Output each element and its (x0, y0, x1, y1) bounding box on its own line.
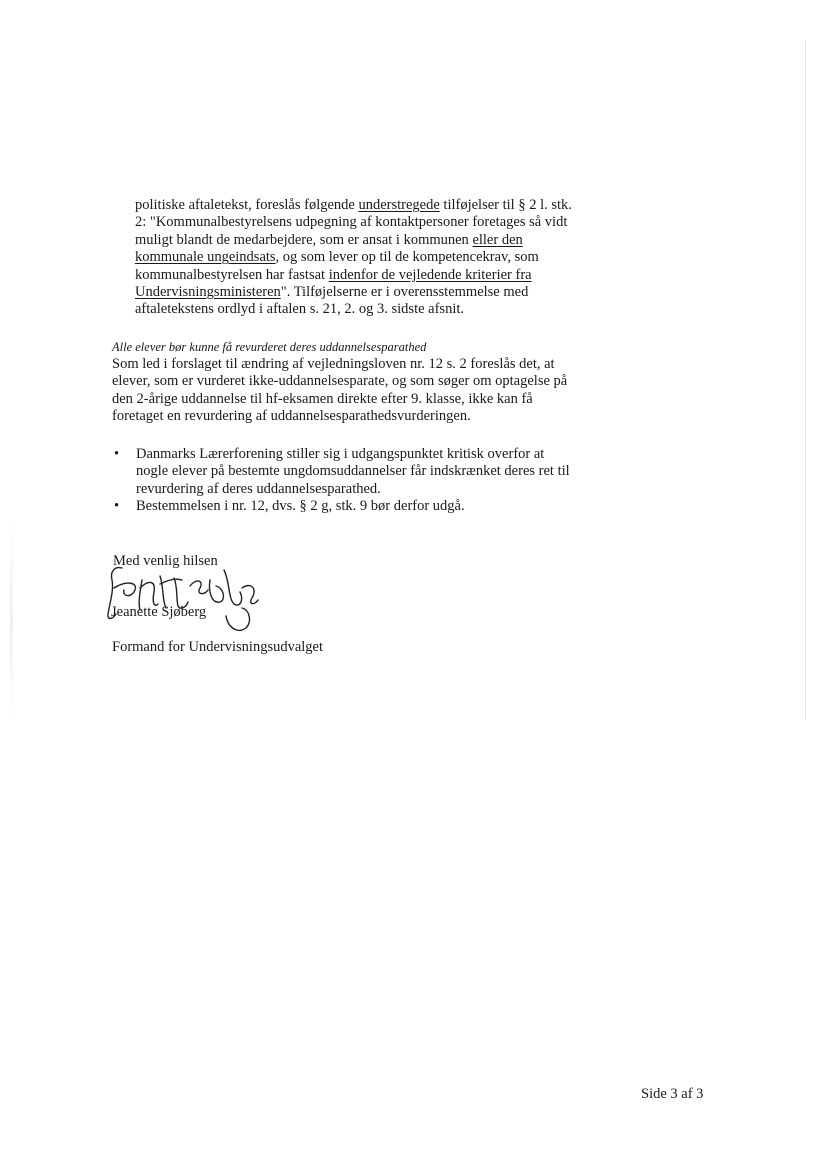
intro-line-2: 2: "Kommunalbestyrelsens udpegning af kontaktpersoner foretages så vidt (135, 214, 568, 231)
intro-line-5: kommunalbestyrelsen har fastsat indenfor de vejledende kriterier fra (135, 266, 532, 283)
intro-line-3: muligt blandt de medarbejdere, som er ansat i kommunen eller den (135, 231, 523, 248)
page-number: Side 3 af 3 (641, 1086, 704, 1102)
section-line-1: Som led i forslaget til ændring af vejledningsloven nr. 12 s. 2 foreslås det, at (112, 356, 555, 372)
intro-line-7: aftaletekstens ordlyd i aftalen s. 21, 2. og 3. sidste afsnit. (135, 301, 464, 318)
section-heading: Alle elever bør kunne få revurderet deres uddannelsesparathed (112, 340, 427, 354)
bullet-line: nogle elever på bestemte ungdomsuddannelser får indskrænket deres ret til (136, 463, 570, 480)
intro-paragraph (135, 197, 572, 319)
section-line-4: foretaget en revurdering af uddannelsesparathedsvurderingen. (112, 408, 471, 425)
bullet-line: Danmarks Lærerforening stiller sig i udgangspunktet kritisk overfor at (136, 446, 545, 462)
intro-line-4: kommunale ungeindsats, og som lever op til de kompetencekrav, som (135, 249, 539, 266)
closing-greeting: Med venlig hilsen (113, 553, 218, 569)
bullet-item (112, 498, 570, 515)
signature-role: Formand for Undervisningsudvalget (112, 639, 324, 655)
bullet-icon: • (114, 446, 120, 462)
section-line-2: elever, som er vurderet ikke-uddannelsesparate, og som søger om optagelse på (112, 373, 568, 390)
handwritten-signature (104, 558, 264, 638)
bullet-item (112, 446, 570, 498)
bullet-icon: • (114, 498, 120, 515)
bullet-list (112, 446, 570, 516)
intro-line-6: Undervisningsministeren". Tilføjelserne er i overensstemmelse med (135, 284, 529, 301)
signature-name: Jeanette Sjøberg (111, 604, 207, 620)
bullet-line: Bestemmelsen i nr. 12, dvs. § 2 g, stk. 9 bør derfor udgå. (136, 498, 465, 515)
section-line-3: den 2-årige uddannelse til hf-eksamen direkte efter 9. klasse, ikke kan få (112, 390, 533, 407)
bullet-line: revurdering af deres uddannelsesparathed. (136, 480, 381, 497)
section-paragraph (112, 356, 567, 426)
intro-line-1: politiske aftaletekst, foreslås følgende understregede tilføjelser til § 2 l. stk. (135, 197, 572, 213)
